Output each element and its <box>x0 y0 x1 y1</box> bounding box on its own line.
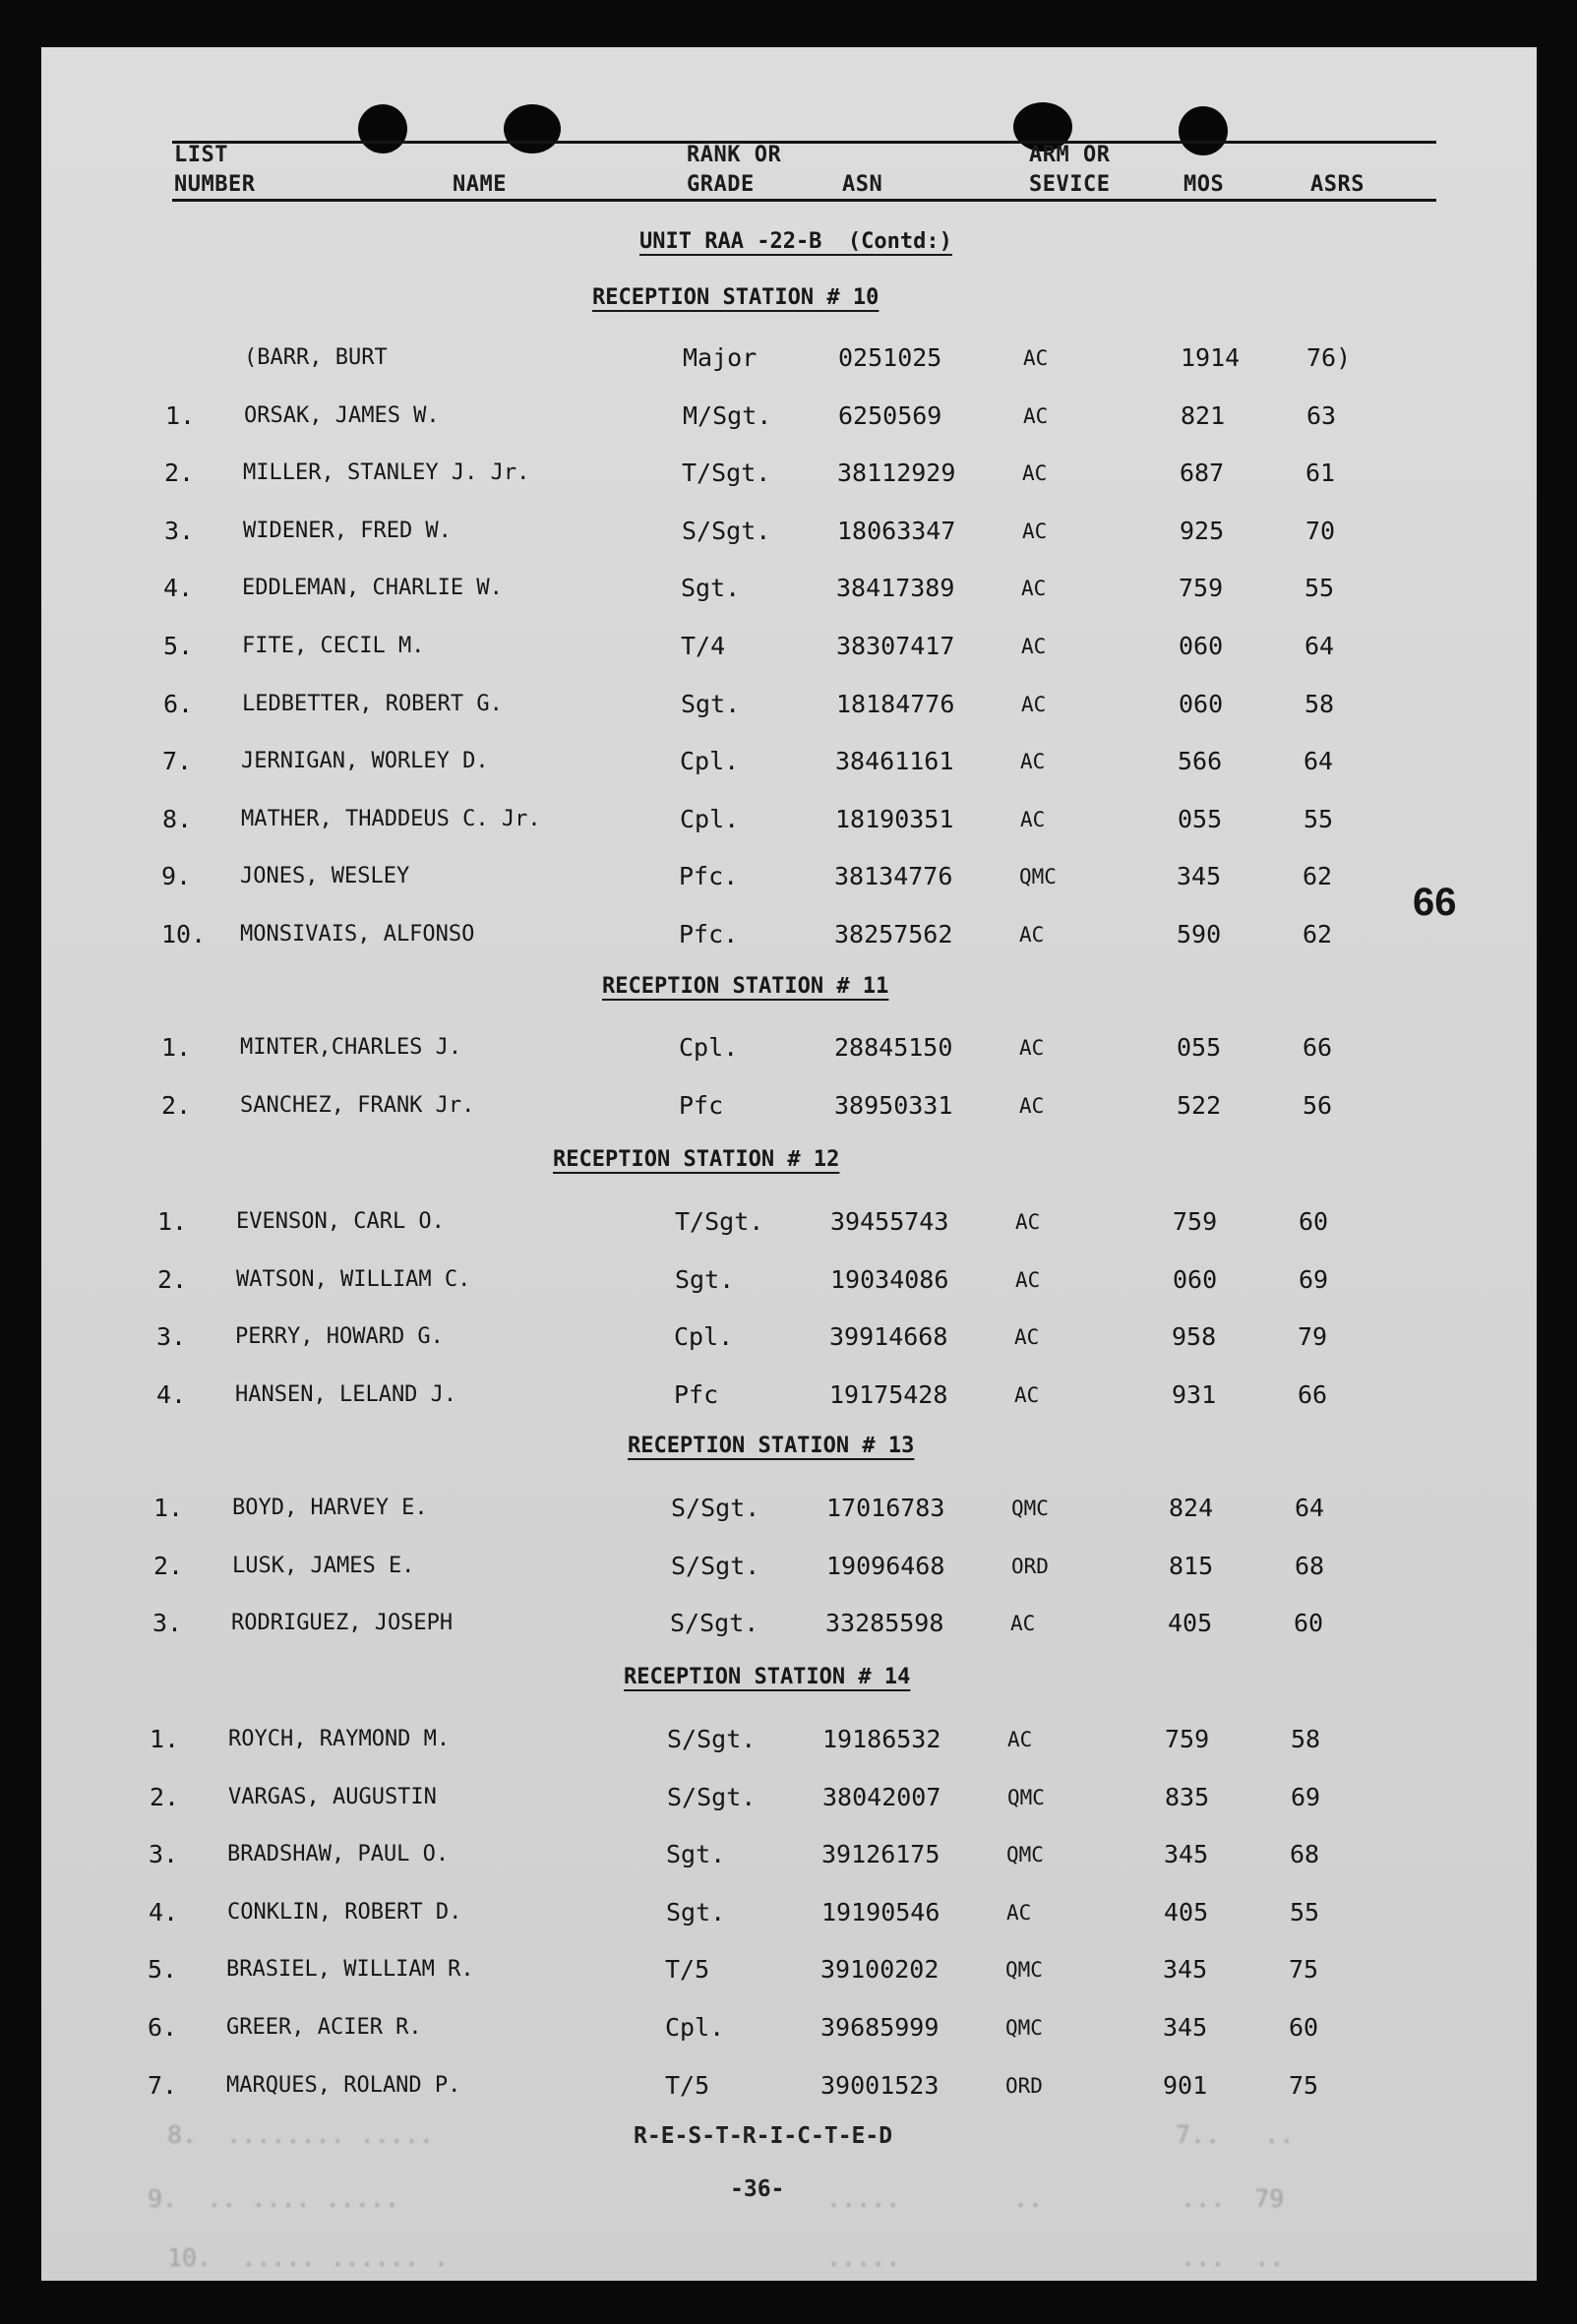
cell-asrs: 64 <box>1304 632 1335 660</box>
table-row <box>0 454 1577 493</box>
table-row <box>0 338 1577 378</box>
cell-svc: QMC <box>1005 1958 1043 1983</box>
table-row <box>0 397 1577 436</box>
cell-mos: 345 <box>1163 2013 1208 2042</box>
cell-name: MILLER, STANLEY J. Jr. <box>243 460 530 486</box>
header-asrs: ASRS <box>1310 172 1365 197</box>
table-row <box>0 1893 1577 1932</box>
cell-asrs: 63 <box>1306 400 1337 430</box>
cell-name: WATSON, WILLIAM C. <box>236 1266 471 1292</box>
page-number: -36- <box>730 2176 785 2202</box>
cell-asn: 38257562 <box>834 920 953 948</box>
cell-asn: 39455743 <box>830 1207 949 1236</box>
section-title: RECEPTION STATION # 13 <box>628 1434 915 1458</box>
cell-num: 8. <box>162 804 193 833</box>
table-row <box>0 512 1577 551</box>
cell-mos: 759 <box>1179 574 1224 603</box>
cell-asrs: 69 <box>1299 1264 1329 1294</box>
cell-mos: 759 <box>1173 1207 1218 1236</box>
unit-title: UNIT RAA -22-B (Contd:) <box>639 229 952 254</box>
cell-num: 4. <box>163 574 194 603</box>
cell-asn: 39001523 <box>820 2070 940 2100</box>
cell-num: 5. <box>148 1955 178 1985</box>
cell-rank: S/Sgt. <box>667 1782 757 1811</box>
cell-svc: AC <box>1010 1612 1036 1636</box>
cell-asrs: 60 <box>1289 2013 1319 2042</box>
cell-asrs: 69 <box>1291 1782 1321 1811</box>
table-row <box>0 1028 1577 1068</box>
cell-asn: 19175428 <box>829 1379 948 1409</box>
cell-name: JERNIGAN, WORLEY D. <box>241 749 489 774</box>
cell-mos: 835 <box>1165 1782 1210 1811</box>
table-row <box>0 1950 1577 1989</box>
cell-num: 7. <box>148 2070 178 2100</box>
table-row <box>0 1720 1577 1759</box>
cell-asrs: 75 <box>1289 2070 1319 2100</box>
table-row <box>0 2066 1577 2106</box>
cell-svc: AC <box>1019 1036 1045 1060</box>
cell-mos: 821 <box>1181 400 1226 430</box>
cell-svc: AC <box>1020 750 1046 774</box>
cell-rank: S/Sgt. <box>682 516 771 545</box>
cell-asn: 0251025 <box>838 343 942 372</box>
section-title: RECEPTION STATION # 14 <box>624 1665 911 1689</box>
cell-svc: AC <box>1019 1093 1045 1118</box>
cell-asrs: 55 <box>1304 574 1335 603</box>
cell-num: 1. <box>150 1725 180 1753</box>
cell-asrs: 64 <box>1295 1494 1325 1522</box>
cell-asn: 19034086 <box>830 1264 949 1294</box>
cell-svc: QMC <box>1007 1785 1045 1809</box>
cell-mos: 060 <box>1179 689 1224 718</box>
cell-num: 3. <box>164 516 195 545</box>
table-row <box>0 1317 1577 1357</box>
cell-svc: AC <box>1006 1900 1032 1925</box>
cell-mos: 925 <box>1180 516 1225 545</box>
cell-rank: Cpl. <box>680 747 740 776</box>
cell-asrs: 62 <box>1303 862 1333 891</box>
cell-rank: S/Sgt. <box>671 1551 760 1580</box>
cell-svc: ORD <box>1011 1554 1049 1578</box>
cell-rank: S/Sgt. <box>670 1609 759 1638</box>
cell-mos: 901 <box>1163 2070 1208 2100</box>
cell-rank: Pfc. <box>679 920 739 948</box>
cell-name: BOYD, HARVEY E. <box>232 1496 428 1520</box>
margin-page-number: 66 <box>1413 881 1457 924</box>
cell-name: EVENSON, CARL O. <box>236 1209 445 1234</box>
cell-rank: Pfc <box>674 1379 719 1409</box>
cell-asn: 39685999 <box>820 2013 940 2042</box>
cell-asrs: 55 <box>1304 804 1334 833</box>
cell-num: 6. <box>163 689 194 718</box>
table-row <box>0 1835 1577 1874</box>
cell-name: RODRIGUEZ, JOSEPH <box>231 1611 454 1636</box>
cell-name: MARQUES, ROLAND P. <box>226 2072 461 2098</box>
cell-mos: 345 <box>1163 1955 1208 1985</box>
cell-num: 2. <box>161 1090 192 1120</box>
cell-mos: 522 <box>1177 1090 1222 1120</box>
cell-svc: QMC <box>1006 1843 1044 1867</box>
table-row <box>0 857 1577 896</box>
cell-asrs: 60 <box>1294 1609 1324 1638</box>
table-row <box>0 1778 1577 1817</box>
table-row <box>0 1376 1577 1415</box>
cell-mos: 687 <box>1180 459 1225 488</box>
cell-mos: 759 <box>1165 1725 1210 1753</box>
cell-asn: 38461161 <box>835 747 954 776</box>
illegible-row: 9. .. .... ..... ..... .. ... 79 <box>148 2184 1285 2213</box>
header-mos: MOS <box>1183 172 1225 197</box>
section-title: RECEPTION STATION # 11 <box>602 974 889 999</box>
cell-svc: AC <box>1023 346 1049 370</box>
table-row <box>0 569 1577 608</box>
cell-asn: 33285598 <box>825 1609 944 1638</box>
table-row <box>0 685 1577 724</box>
cell-asn: 38307417 <box>836 632 955 660</box>
cell-name: MATHER, THADDEUS C. Jr. <box>241 806 541 831</box>
cell-svc: AC <box>1022 461 1048 486</box>
cell-svc: AC <box>1015 1267 1041 1292</box>
table-row <box>0 915 1577 954</box>
cell-num: 9. <box>161 862 192 891</box>
cell-num: 1. <box>153 1494 184 1522</box>
punch-hole <box>504 104 561 153</box>
cell-svc: AC <box>1014 1382 1040 1407</box>
cell-name: VARGAS, AUGUSTIN <box>228 1784 437 1809</box>
cell-svc: ORD <box>1005 2073 1043 2098</box>
cell-num: 3. <box>152 1609 183 1638</box>
cell-num: 3. <box>149 1840 179 1869</box>
cell-asn: 39100202 <box>820 1955 940 1985</box>
section-title: RECEPTION STATION # 10 <box>592 285 879 310</box>
cell-asn: 39126175 <box>821 1840 940 1869</box>
cell-mos: 590 <box>1177 920 1222 948</box>
cell-name: MINTER,CHARLES J. <box>240 1035 462 1060</box>
cell-name: SANCHEZ, FRANK Jr. <box>240 1092 475 1118</box>
cell-name: EDDLEMAN, CHARLIE W. <box>242 576 503 601</box>
cell-asn: 38950331 <box>834 1090 953 1120</box>
cell-svc: AC <box>1020 807 1046 831</box>
cell-rank: Cpl. <box>674 1322 734 1352</box>
header-list-number: LIST NUMBER <box>174 143 256 197</box>
cell-asn: 19186532 <box>822 1725 941 1753</box>
cell-name: BRASIEL, WILLIAM R. <box>226 1957 474 1983</box>
cell-rank: Sgt. <box>675 1264 735 1294</box>
cell-num: 1. <box>157 1207 188 1236</box>
cell-svc: AC <box>1007 1728 1033 1751</box>
cell-name: LEDBETTER, ROBERT G. <box>242 691 503 716</box>
header-top-rule <box>172 141 1436 144</box>
cell-rank: T/Sgt. <box>682 459 771 488</box>
cell-rank: Sgt. <box>681 574 741 603</box>
cell-asrs: 66 <box>1298 1379 1328 1409</box>
cell-asrs: 58 <box>1304 689 1335 718</box>
cell-num: 5. <box>163 632 194 660</box>
cell-num: 10. <box>161 920 207 948</box>
cell-rank: Cpl. <box>679 1033 739 1062</box>
cell-mos: 958 <box>1172 1322 1217 1352</box>
cell-asn: 38417389 <box>836 574 955 603</box>
punch-hole <box>358 104 407 153</box>
cell-asrs: 61 <box>1305 459 1336 488</box>
cell-asrs: 79 <box>1298 1322 1328 1352</box>
cell-name: HANSEN, LELAND J. <box>235 1381 457 1407</box>
cell-rank: Sgt. <box>666 1840 726 1869</box>
cell-asrs: 66 <box>1303 1033 1333 1062</box>
cell-svc: AC <box>1019 923 1045 947</box>
header-name: NAME <box>453 172 507 197</box>
cell-svc: AC <box>1021 692 1047 716</box>
cell-rank: T/4 <box>681 632 726 660</box>
section-title: RECEPTION STATION # 12 <box>553 1147 840 1172</box>
cell-num: 1. <box>161 1033 192 1062</box>
punch-hole <box>1179 106 1228 155</box>
cell-mos: 345 <box>1177 862 1222 891</box>
cell-asn: 28845150 <box>834 1033 953 1062</box>
cell-asn: 17016783 <box>826 1494 945 1522</box>
cell-mos: 060 <box>1173 1264 1218 1294</box>
cell-asrs: 75 <box>1289 1955 1319 1985</box>
cell-name: CONKLIN, ROBERT D. <box>227 1899 462 1925</box>
cell-svc: AC <box>1014 1325 1040 1350</box>
cell-svc: QMC <box>1005 2016 1043 2040</box>
cell-rank: Pfc <box>679 1090 724 1120</box>
cell-num: 2. <box>153 1551 184 1580</box>
cell-rank: Pfc. <box>679 862 739 891</box>
cell-num: 7. <box>162 747 193 776</box>
cell-asrs: 60 <box>1299 1207 1329 1236</box>
cell-num: 1. <box>165 400 196 430</box>
cell-mos: 405 <box>1168 1609 1213 1638</box>
cell-name: WIDENER, FRED W. <box>243 518 452 543</box>
cell-num: 2. <box>164 459 195 488</box>
cell-asn: 18184776 <box>836 689 955 718</box>
cell-asrs: 56 <box>1303 1090 1333 1120</box>
cell-asrs: 68 <box>1295 1551 1325 1580</box>
illegible-row: 10. ..... ...... . ..... ... .. <box>167 2243 1285 2272</box>
cell-rank: Major <box>683 343 758 372</box>
cell-asrs: 55 <box>1290 1897 1320 1926</box>
cell-name: ROYCH, RAYMOND M. <box>228 1727 451 1751</box>
cell-name: FITE, CECIL M. <box>242 634 425 658</box>
restricted-stamp: R-E-S-T-R-I-C-T-E-D <box>634 2123 893 2149</box>
cell-mos: 824 <box>1169 1494 1214 1522</box>
table-row <box>0 742 1577 781</box>
table-row <box>0 627 1577 666</box>
cell-num: 4. <box>149 1897 179 1926</box>
cell-num: 2. <box>157 1264 188 1294</box>
cell-asrs: 58 <box>1291 1725 1321 1753</box>
cell-mos: 405 <box>1164 1897 1209 1926</box>
cell-rank: Sgt. <box>681 689 741 718</box>
cell-mos: 815 <box>1169 1551 1214 1580</box>
cell-num: 2. <box>150 1782 180 1811</box>
header-bottom-rule <box>172 199 1436 202</box>
cell-name: GREER, ACIER R. <box>226 2015 422 2040</box>
cell-name: MONSIVAIS, ALFONSO <box>240 922 475 947</box>
cell-rank: Cpl. <box>680 804 740 833</box>
cell-svc: AC <box>1023 403 1049 428</box>
header-asn: ASN <box>842 172 883 197</box>
cell-asn: 39914668 <box>829 1322 948 1352</box>
cell-mos: 345 <box>1164 1840 1209 1869</box>
cell-asrs: 62 <box>1303 920 1333 948</box>
table-row <box>0 1260 1577 1300</box>
table-row <box>0 1547 1577 1586</box>
cell-num: 6. <box>148 2013 178 2042</box>
cell-num: 4. <box>156 1379 187 1409</box>
cell-name: BRADSHAW, PAUL O. <box>227 1842 450 1867</box>
cell-num: 3. <box>156 1322 187 1352</box>
cell-asrs: 64 <box>1304 747 1334 776</box>
cell-name: PERRY, HOWARD G. <box>235 1324 444 1350</box>
table-row <box>0 1202 1577 1242</box>
cell-rank: Cpl. <box>665 2013 725 2042</box>
cell-svc: AC <box>1021 577 1047 601</box>
cell-asn: 38112929 <box>837 459 956 488</box>
cell-asrs: 76) <box>1306 343 1352 372</box>
cell-svc: QMC <box>1019 865 1057 889</box>
illegible-row: 8. ........ ..... 7.. .. <box>167 2120 1295 2149</box>
cell-name: LUSK, JAMES E. <box>232 1553 415 1578</box>
cell-asn: 38042007 <box>822 1782 941 1811</box>
header-arm-service: ARM OR SEVICE <box>1029 143 1111 197</box>
cell-mos: 055 <box>1177 1033 1222 1062</box>
cell-rank: S/Sgt. <box>671 1494 760 1522</box>
cell-mos: 1914 <box>1181 343 1241 372</box>
cell-name: (BARR, BURT <box>244 345 388 370</box>
cell-name: JONES, WESLEY <box>240 864 410 889</box>
cell-asrs: 68 <box>1290 1840 1320 1869</box>
cell-mos: 055 <box>1178 804 1223 833</box>
cell-svc: QMC <box>1011 1497 1049 1520</box>
cell-mos: 566 <box>1178 747 1223 776</box>
cell-asn: 18063347 <box>837 516 956 545</box>
cell-rank: S/Sgt. <box>667 1725 757 1753</box>
table-row <box>0 1489 1577 1528</box>
table-row <box>0 800 1577 839</box>
cell-svc: AC <box>1021 635 1047 658</box>
cell-svc: AC <box>1022 519 1048 543</box>
cell-asn: 19190546 <box>821 1897 940 1926</box>
cell-svc: AC <box>1015 1210 1041 1234</box>
table-row <box>0 1086 1577 1126</box>
table-row <box>0 1604 1577 1643</box>
cell-asn: 19096468 <box>826 1551 945 1580</box>
cell-asn: 18190351 <box>835 804 954 833</box>
table-row <box>0 2008 1577 2048</box>
cell-rank: M/Sgt. <box>683 400 772 430</box>
cell-rank: T/Sgt. <box>675 1207 764 1236</box>
cell-name: ORSAK, JAMES W. <box>244 402 440 428</box>
cell-mos: 060 <box>1179 632 1224 660</box>
cell-rank: T/5 <box>665 2070 710 2100</box>
cell-mos: 931 <box>1172 1379 1217 1409</box>
cell-rank: Sgt. <box>666 1897 726 1926</box>
header-rank: RANK OR GRADE <box>687 143 782 197</box>
cell-asrs: 70 <box>1305 516 1336 545</box>
cell-rank: T/5 <box>665 1955 710 1985</box>
cell-asn: 38134776 <box>834 862 953 891</box>
cell-asn: 6250569 <box>838 400 942 430</box>
